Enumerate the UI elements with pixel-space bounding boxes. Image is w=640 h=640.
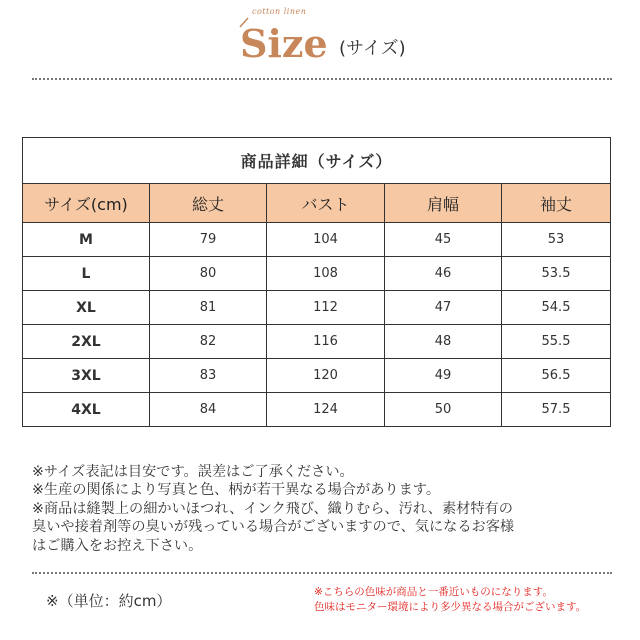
cell-size: XL: [23, 291, 150, 325]
cell-sleeve: 53: [502, 223, 611, 257]
cell-length: 80: [150, 257, 267, 291]
cell-length: 84: [150, 393, 267, 427]
logo-tagline: cotton linen: [252, 7, 307, 16]
color-note: [314, 585, 586, 615]
cell-bust: 120: [267, 359, 385, 393]
note-line: 臭いや接着剤等の臭いが残っている場合がございますので、気になるお客様: [32, 519, 515, 536]
cell-bust: 112: [267, 291, 385, 325]
size-table: [22, 137, 610, 427]
note-line: はご購入をお控え下さい。: [32, 537, 203, 554]
cell-shoulder: 48: [385, 325, 502, 359]
header: [0, 0, 640, 80]
table-row: [23, 393, 611, 427]
table-row: [23, 223, 611, 257]
cell-sleeve: 54.5: [502, 291, 611, 325]
cell-shoulder: 49: [385, 359, 502, 393]
cell-shoulder: 47: [385, 291, 502, 325]
table-title: 商品詳細（サイズ）: [23, 138, 611, 184]
cell-bust: 104: [267, 223, 385, 257]
cell-bust: 124: [267, 393, 385, 427]
cell-sleeve: 53.5: [502, 257, 611, 291]
cell-bust: 116: [267, 325, 385, 359]
cell-size: 2XL: [23, 325, 150, 359]
divider-bottom: [32, 572, 612, 574]
logo-subtitle: (サイズ): [339, 38, 406, 59]
column-header-bust: バスト: [267, 184, 385, 223]
cell-sleeve: 55.5: [502, 325, 611, 359]
note-line: ※生産の関係により写真と色、柄が若干異なる場合があります。: [32, 482, 441, 499]
table-row: [23, 291, 611, 325]
cell-shoulder: 50: [385, 393, 502, 427]
column-header-sleeve: 袖丈: [502, 184, 611, 223]
table-row: [23, 325, 611, 359]
cell-length: 81: [150, 291, 267, 325]
notes: [32, 463, 627, 555]
column-header-shoulder: 肩幅: [385, 184, 502, 223]
cell-size: 4XL: [23, 393, 150, 427]
cell-bust: 108: [267, 257, 385, 291]
cell-length: 83: [150, 359, 267, 393]
note-line: ※サイズ表記は目安です。誤差はご了承ください。: [32, 464, 354, 480]
cell-size: M: [23, 223, 150, 257]
cell-size: L: [23, 257, 150, 291]
cell-length: 79: [150, 223, 267, 257]
color-note-line: 色味はモニター環境により多少異なる場合がございます。: [314, 601, 587, 613]
color-note-line: ※こちらの色味が商品と一番近いものになります。: [314, 586, 553, 598]
table-row: [23, 257, 611, 291]
divider-top: [32, 78, 612, 80]
cell-sleeve: 57.5: [502, 393, 611, 427]
table-row: [23, 359, 611, 393]
cell-shoulder: 45: [385, 223, 502, 257]
cell-size: 3XL: [23, 359, 150, 393]
logo-title: Size: [240, 21, 328, 66]
cell-shoulder: 46: [385, 257, 502, 291]
column-header-size: サイズ(cm): [23, 184, 150, 223]
unit-label: ※（単位：約cm）: [46, 592, 172, 610]
cell-length: 82: [150, 325, 267, 359]
cell-sleeve: 56.5: [502, 359, 611, 393]
table-header-row: [23, 184, 611, 223]
note-line: ※商品は縫製上の細かいほつれ、インク飛び、織りむら、汚れ、素材特有の: [32, 500, 513, 517]
column-header-length: 総丈: [150, 184, 267, 223]
